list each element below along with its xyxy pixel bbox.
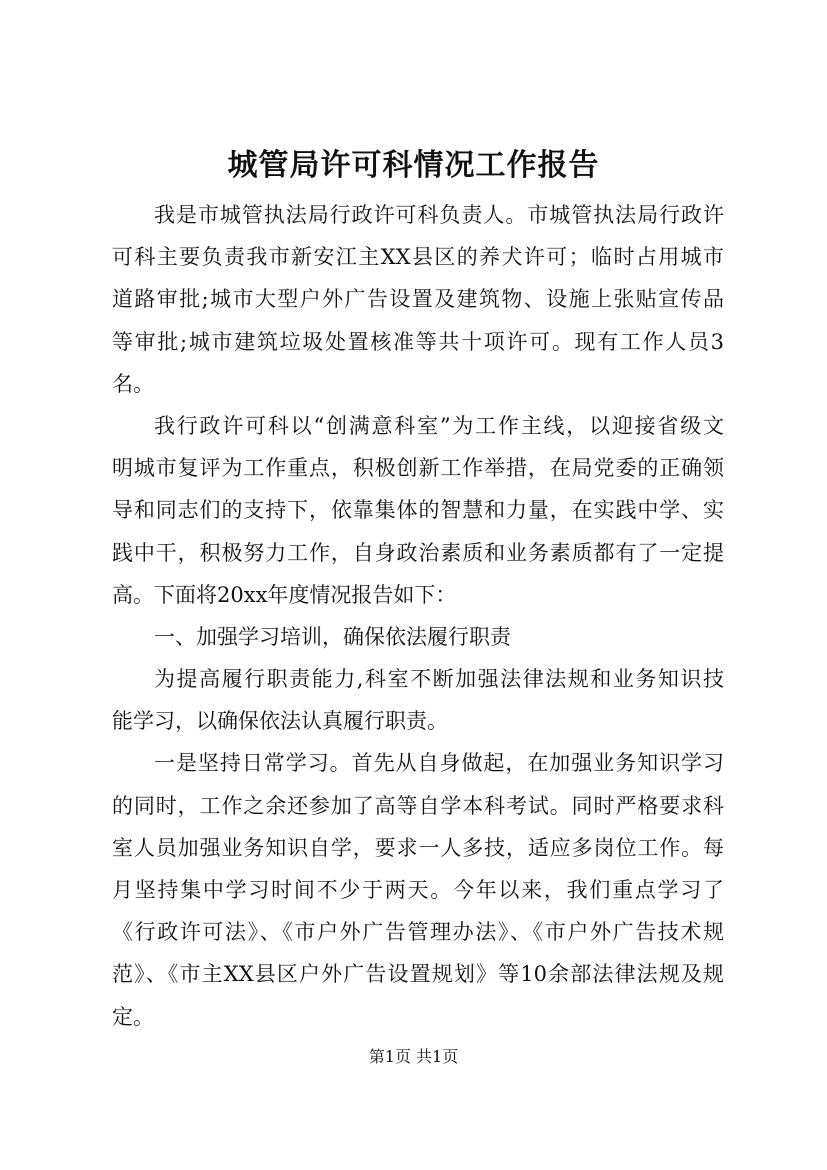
paragraph-2-line-5: 高。下面将20xx年度情况报告如下：	[112, 582, 457, 607]
paragraph-1-line-1: 我是市城管执法局行政许可科负责人。市城管执法局行政许	[154, 203, 724, 227]
section-heading-1: 一、加强学习培训，确保依法履行职责	[154, 624, 511, 649]
paragraph-4-line-3: 室人员加强业务知识自学，要求一人多技，适应多岗位工作。每	[112, 835, 724, 860]
paragraph-4-line-5: 《行政许可法》、《市户外广告管理办法》、《市户外广告技术规	[112, 920, 724, 945]
paragraph-3-line-1: 为提高履行职责能力,科室不断加强法律法规和业务知识技	[154, 667, 724, 692]
paragraph-1-line-5: 名。	[112, 371, 154, 396]
paragraph-2-line-1: 我行政许可科以“创满意科室”为工作主线，以迎接省级文	[154, 413, 724, 438]
paragraph-4-line-6: 范》、《市主XX县区户外广告设置规划》等10余部法律法规及规	[112, 962, 724, 987]
paragraph-1-line-3: 道路审批;城市大型户外广告设置及建筑物、设施上张贴宣传品	[112, 287, 724, 312]
paragraph-2-line-3: 导和同志们的支持下，依靠集体的智慧和力量，在实践中学、实	[112, 498, 724, 523]
paragraph-2-line-4: 践中干，积极努力工作，自身政治素质和业务素质都有了一定提	[112, 540, 724, 565]
paragraph-1-line-4: 等审批;城市建筑垃圾处置核准等共十项许可。现有工作人员3	[112, 329, 724, 354]
document-title: 城管局许可科情况工作报告	[227, 148, 600, 183]
paragraph-4-line-2: 的同时，工作之余还参加了高等自学本科考试。同时严格要求科	[112, 793, 724, 818]
paragraph-4-line-4: 月坚持集中学习时间不少于两天。今年以来，我们重点学习了	[112, 878, 724, 902]
page-footer: 第1页 共1页	[368, 1047, 459, 1066]
paragraph-4-line-1: 一是坚持日常学习。首先从自身做起，在加强业务知识学习	[154, 751, 724, 776]
paragraph-3-line-2: 能学习，以确保依法认真履行职责。	[112, 709, 448, 734]
document-body	[112, 194, 724, 1038]
paragraph-2-line-2: 明城市复评为工作重点，积极创新工作举措，在局党委的正确领	[112, 456, 724, 481]
paragraph-4-line-7: 定。	[112, 1004, 154, 1029]
paragraph-1-line-2: 可科主要负责我市新安江主XX县区的养犬许可；临时占用城市	[112, 245, 724, 270]
